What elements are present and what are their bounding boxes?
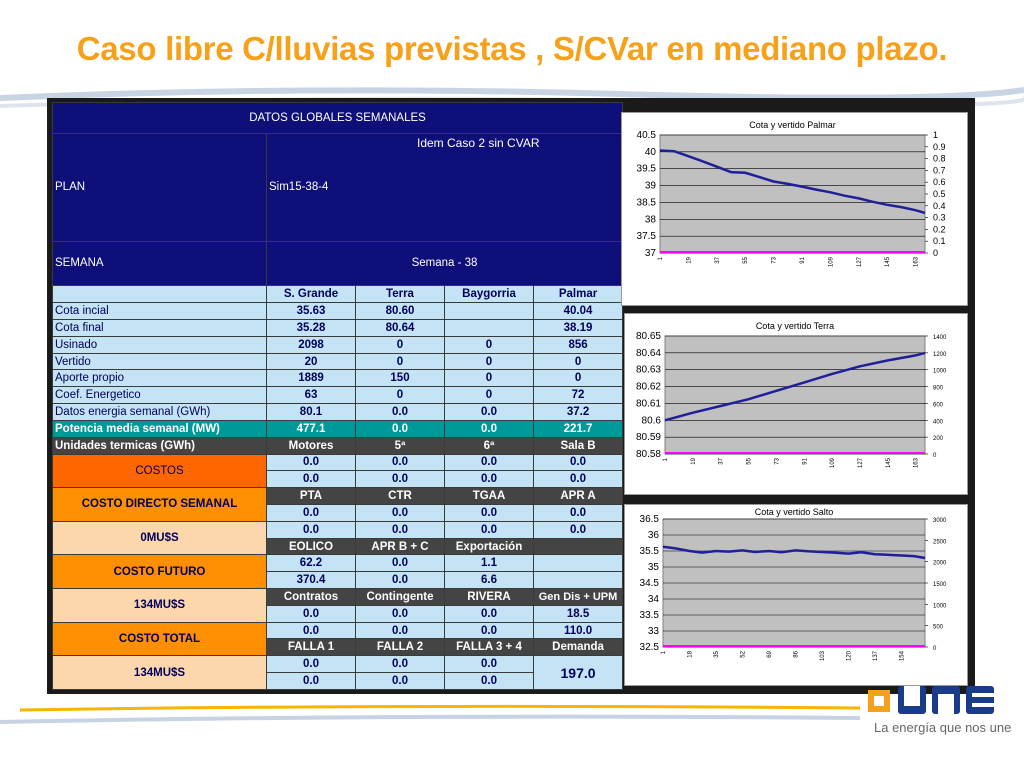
- cell: 0: [534, 370, 623, 387]
- x-tick-label: 55: [746, 458, 753, 465]
- x-tick-label: 91: [802, 458, 809, 465]
- y-tick-label: 80.65: [635, 331, 661, 342]
- x-tick-label: 19: [686, 257, 693, 264]
- col-header: Sala B: [534, 437, 623, 454]
- cell: 0.0: [445, 656, 534, 673]
- cell: 80.64: [356, 320, 445, 337]
- y2-tick-label: 200: [933, 436, 944, 443]
- cell: [445, 303, 534, 320]
- cell: 37.2: [534, 404, 623, 421]
- y2-tick-label: 0.4: [933, 200, 946, 211]
- cell: 0.0: [356, 605, 445, 622]
- y-tick-label: 80.6: [641, 415, 661, 427]
- cell: 370.4: [267, 572, 356, 589]
- y-tick-label: 32.5: [639, 642, 659, 653]
- x-tick-label: 37: [714, 257, 721, 264]
- table-header: DATOS GLOBALES SEMANALES: [53, 103, 623, 134]
- cell: 0.0: [267, 656, 356, 673]
- chart-palmar: [621, 112, 968, 306]
- cell: 0.0: [356, 471, 445, 488]
- blank-header-cell: [53, 286, 267, 303]
- cell: 0.0: [445, 420, 534, 437]
- cell: 0.0: [356, 521, 445, 538]
- x-tick-label: 154: [899, 651, 906, 662]
- y-tick-label: 80.64: [635, 347, 661, 359]
- cell: 1889: [267, 370, 356, 387]
- col-header: APR B + C: [356, 538, 445, 555]
- y2-tick-label: 500: [933, 624, 944, 631]
- x-tick-label: 127: [858, 458, 864, 469]
- y-tick-label: 80.63: [635, 364, 661, 376]
- demanda-value: 197.0: [534, 656, 623, 690]
- row-label: Usinado: [53, 336, 267, 353]
- cell: [534, 555, 623, 572]
- x-tick-label: 69: [767, 651, 774, 658]
- col-header: Terra: [356, 286, 445, 303]
- col-header: Motores: [267, 437, 356, 454]
- y2-tick-label: 1200: [933, 351, 947, 358]
- y-tick-label: 40: [644, 146, 656, 158]
- col-header: Gen Dis + UPM: [534, 589, 623, 606]
- cell: 2098: [267, 336, 356, 353]
- y-tick-label: 38.5: [636, 197, 656, 209]
- table-row: [53, 353, 623, 370]
- cell: 0.0: [356, 656, 445, 673]
- y2-tick-label: 1000: [933, 368, 947, 375]
- cell: 1.1: [445, 555, 534, 572]
- col-header: RIVERA: [445, 589, 534, 606]
- x-tick-label: 137: [873, 651, 880, 662]
- x-tick-label: 86: [793, 651, 800, 658]
- x-tick-label: 145: [885, 458, 892, 469]
- cell: 63: [267, 387, 356, 404]
- ute-logo: [868, 684, 1008, 716]
- chart-palmar-svg: [622, 113, 967, 305]
- y-tick-label: 80.62: [635, 381, 661, 393]
- costo-directo-value: 0MU$S: [53, 521, 267, 555]
- x-tick-label: 19: [690, 458, 697, 465]
- plan-cell: [267, 133, 623, 241]
- col-header: S. Grande: [267, 286, 356, 303]
- cell: 0.0: [445, 454, 534, 471]
- semana-label: SEMANA: [53, 241, 267, 286]
- col-header: 6ª: [445, 437, 534, 454]
- y2-tick-label: 1400: [933, 335, 947, 341]
- col-header: Contingente: [356, 589, 445, 606]
- y2-tick-label: 0.3: [933, 212, 946, 223]
- y2-tick-label: 0.7: [933, 165, 946, 176]
- x-tick-label: 120: [846, 651, 853, 662]
- y2-tick-label: 1000: [933, 603, 947, 610]
- col-header: FALLA 3 + 4: [445, 639, 534, 656]
- x-tick-label: 73: [774, 458, 781, 465]
- cell: 0.0: [356, 404, 445, 421]
- y2-tick-label: 0.9: [933, 141, 946, 152]
- x-tick-label: 163: [913, 458, 920, 469]
- col-header: FALLA 1: [267, 639, 356, 656]
- cell: 856: [534, 336, 623, 353]
- cell: 0.0: [267, 673, 356, 690]
- cell: 6.6: [445, 572, 534, 589]
- row-label: Cota incial: [53, 303, 267, 320]
- cell: 0.0: [445, 471, 534, 488]
- x-tick-label: 73: [771, 257, 778, 264]
- col-header: EOLICO: [267, 538, 356, 555]
- x-tick-label: 109: [828, 257, 835, 268]
- termicas-label: Unidades termicas (GWh): [53, 437, 267, 454]
- y-tick-label: 37.5: [636, 231, 656, 243]
- y-tick-label: 39.5: [636, 163, 656, 175]
- y2-tick-label: 0.1: [933, 236, 946, 247]
- cell: 80.1: [267, 404, 356, 421]
- row-label: Potencia media semanal (MW): [53, 420, 267, 437]
- cell: 35.28: [267, 320, 356, 337]
- cell: 0.0: [445, 504, 534, 521]
- cell: 150: [356, 370, 445, 387]
- col-header: PTA: [267, 488, 356, 505]
- plot-area: [665, 336, 925, 454]
- costo-futuro-label: COSTO FUTURO: [53, 555, 267, 589]
- x-tick-label: 55: [743, 257, 750, 264]
- plan-label: PLAN: [53, 133, 267, 241]
- cell: 0.0: [267, 521, 356, 538]
- col-header: CTR: [356, 488, 445, 505]
- cell: [534, 572, 623, 589]
- cell: 0.0: [267, 471, 356, 488]
- y-tick-label: 33: [647, 626, 659, 637]
- x-tick-label: 18: [687, 651, 694, 658]
- y2-tick-label: 800: [933, 385, 944, 392]
- col-header: 5ª: [356, 437, 445, 454]
- table-row: [53, 336, 623, 353]
- cell: 72: [534, 387, 623, 404]
- y-tick-label: 34.5: [639, 578, 659, 589]
- y-tick-label: 39: [644, 180, 656, 192]
- global-data-table: [52, 102, 623, 690]
- y-tick-label: 80.61: [635, 398, 661, 410]
- y-tick-label: 34: [647, 594, 659, 605]
- y2-tick-label: 2000: [933, 560, 947, 567]
- cell: 20: [267, 353, 356, 370]
- cell: 35.63: [267, 303, 356, 320]
- x-tick-label: 103: [820, 651, 827, 662]
- table-row: [53, 420, 623, 437]
- chart-title: Cota y vertido Palmar: [749, 120, 836, 130]
- tagline: La energía que nos une: [874, 720, 1012, 735]
- cell: 0: [534, 353, 623, 370]
- y2-tick-label: 0.6: [933, 177, 946, 188]
- y-tick-label: 36.5: [639, 514, 659, 525]
- chart-title: Cota y vertido Terra: [755, 321, 835, 331]
- x-tick-label: 109: [830, 458, 837, 469]
- cell: 0.0: [356, 454, 445, 471]
- table-row: [53, 370, 623, 387]
- cell: 110.0: [534, 622, 623, 639]
- x-tick-label: 127: [856, 257, 863, 268]
- plan-note: Idem Caso 2 sin CVAR: [417, 135, 540, 150]
- cell: 0.0: [267, 605, 356, 622]
- col-header: Demanda: [534, 639, 623, 656]
- chart-salto-svg: [625, 505, 967, 685]
- y-tick-label: 38: [644, 214, 656, 226]
- x-tick-label: 1: [658, 257, 664, 261]
- cell: 221.7: [534, 420, 623, 437]
- cell: 0: [445, 353, 534, 370]
- y-tick-label: 37: [644, 248, 656, 259]
- x-tick-label: 35: [714, 651, 721, 658]
- col-header: APR A: [534, 488, 623, 505]
- x-tick-label: 1: [661, 651, 667, 655]
- y2-tick-label: 600: [933, 402, 944, 409]
- row-label: Aporte propio: [53, 370, 267, 387]
- table-row: [53, 387, 623, 404]
- cell: 0.0: [356, 504, 445, 521]
- cell: 62.2: [267, 555, 356, 572]
- cell: 0.0: [445, 622, 534, 639]
- costo-directo-label: COSTO DIRECTO SEMANAL: [53, 488, 267, 522]
- cell: 0.0: [534, 504, 623, 521]
- y2-tick-label: 3000: [933, 518, 947, 524]
- chart-terra: [624, 313, 968, 495]
- x-tick-label: 145: [885, 257, 892, 268]
- cell: 0: [356, 336, 445, 353]
- plan-value: Sim15-38-4: [269, 181, 329, 194]
- table-row: [53, 303, 623, 320]
- cell: 0.0: [445, 404, 534, 421]
- cell: 0: [445, 387, 534, 404]
- cell: 80.60: [356, 303, 445, 320]
- y2-tick-label: 0.2: [933, 224, 946, 235]
- cell: 0: [356, 387, 445, 404]
- y2-tick-label: 400: [933, 419, 944, 426]
- semana-value: Semana - 38: [267, 241, 623, 286]
- col-header: FALLA 2: [356, 639, 445, 656]
- y-tick-label: 36: [647, 530, 659, 541]
- x-tick-label: 37: [718, 458, 725, 465]
- cell: 0.0: [534, 454, 623, 471]
- cell: 0: [356, 353, 445, 370]
- row-label: Datos energia semanal (GWh): [53, 404, 267, 421]
- row-label: Vertido: [53, 353, 267, 370]
- cell: 0.0: [267, 454, 356, 471]
- cell: 38.19: [534, 320, 623, 337]
- y2-tick-label: 2500: [933, 539, 947, 546]
- col-header: Contratos: [267, 589, 356, 606]
- y-tick-label: 33.5: [639, 610, 659, 621]
- y-tick-label: 35.5: [639, 546, 659, 557]
- costo-total-value: 134MU$S: [53, 656, 267, 690]
- cell: 0.0: [267, 504, 356, 521]
- y-tick-label: 80.58: [635, 449, 661, 460]
- y2-tick-label: 0.5: [933, 189, 946, 199]
- cell: 0.0: [356, 420, 445, 437]
- costos-label: COSTOS: [53, 454, 267, 488]
- col-header: Palmar: [534, 286, 623, 303]
- y2-tick-label: 0.8: [933, 153, 946, 164]
- table-row: [53, 404, 623, 421]
- row-label: Coef. Energetico: [53, 387, 267, 404]
- x-tick-label: 52: [740, 651, 747, 658]
- costo-total-label: COSTO TOTAL: [53, 622, 267, 656]
- cell: 0.0: [267, 622, 356, 639]
- cell: 40.04: [534, 303, 623, 320]
- y2-tick-label: 0: [933, 248, 939, 258]
- slide-title: Caso libre C/lluvias previstas , S/CVar en mediano plazo.: [76, 30, 948, 67]
- y2-tick-label: 0: [933, 453, 937, 459]
- cell: 0.0: [356, 622, 445, 639]
- cell: 0.0: [356, 572, 445, 589]
- cell: 477.1: [267, 420, 356, 437]
- y-tick-label: 35: [647, 562, 659, 573]
- chart-salto: [624, 504, 968, 686]
- table-row: [53, 320, 623, 337]
- cell: 18.5: [534, 605, 623, 622]
- col-header: TGAA: [445, 488, 534, 505]
- y2-tick-label: 1: [933, 130, 939, 140]
- cell: 0.0: [356, 673, 445, 690]
- cell: 0.0: [445, 521, 534, 538]
- cell: 0.0: [356, 555, 445, 572]
- x-tick-label: 91: [799, 257, 806, 264]
- cell: 0: [445, 336, 534, 353]
- col-header: Exportación: [445, 538, 534, 555]
- cell: 0: [445, 370, 534, 387]
- y-tick-label: 40.5: [636, 130, 656, 141]
- col-header: Baygorria: [445, 286, 534, 303]
- col-header: [534, 538, 623, 555]
- y-tick-label: 80.59: [635, 432, 661, 444]
- cell: 0.0: [534, 521, 623, 538]
- y2-tick-label: 0: [933, 646, 937, 652]
- plot-area: [660, 135, 925, 253]
- cell: 0.0: [445, 673, 534, 690]
- cell: 0.0: [534, 471, 623, 488]
- row-label: Cota final: [53, 320, 267, 337]
- costo-futuro-value: 134MU$S: [53, 589, 267, 623]
- chart-terra-svg: [625, 314, 967, 494]
- x-tick-label: 1: [663, 458, 669, 462]
- y2-tick-label: 1500: [933, 582, 947, 588]
- chart-title: Cota y vertido Salto: [754, 507, 834, 517]
- decorative-swoosh-bottom: [0, 700, 860, 740]
- cell: 0.0: [445, 605, 534, 622]
- x-tick-label: 163: [913, 257, 920, 268]
- cell: [445, 320, 534, 337]
